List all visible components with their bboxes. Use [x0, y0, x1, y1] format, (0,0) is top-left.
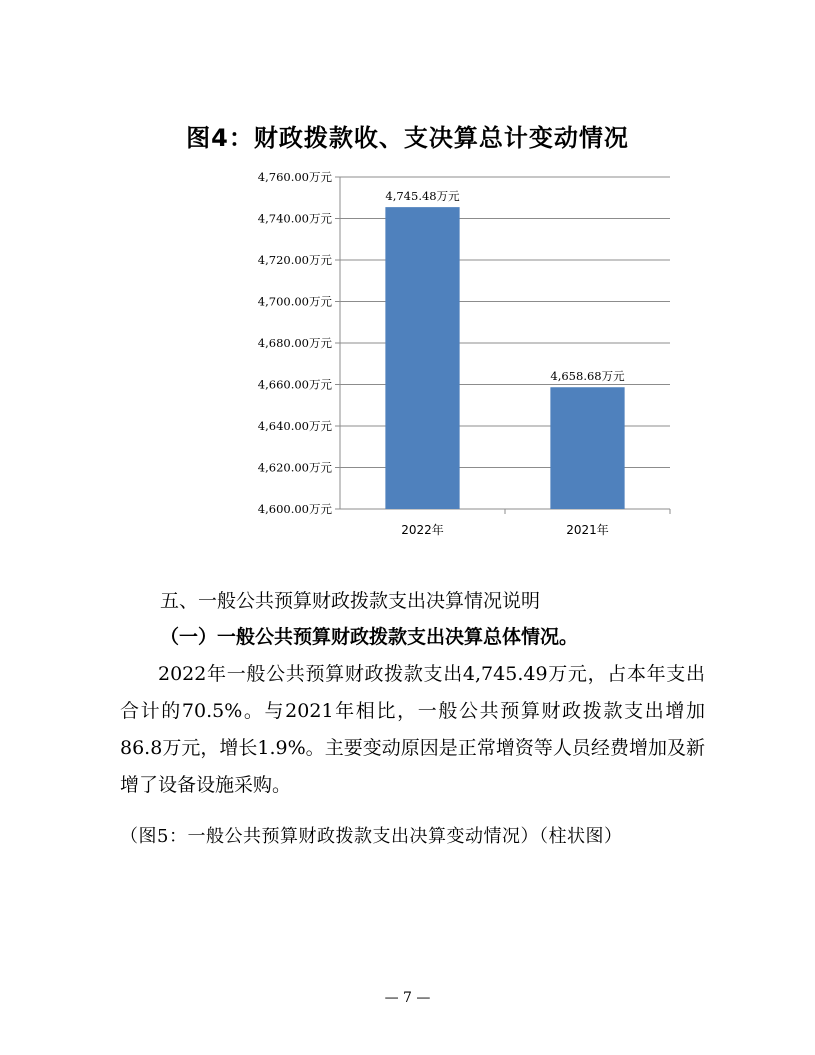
x-tick-label: 2022年 — [401, 523, 444, 537]
figure-caption: （图5：一般公共预算财政拨款支出决算变动情况）（柱状图） — [120, 826, 623, 847]
section-heading: 五、一般公共预算财政拨款支出决算情况说明 — [160, 590, 541, 612]
y-tick-label: 4,640.00万元 — [257, 419, 332, 433]
y-tick-label: 4,700.00万元 — [257, 294, 332, 309]
y-tick-label: 4,740.00万元 — [257, 211, 332, 226]
y-tick-label: 4,600.00万元 — [257, 502, 332, 516]
chart-title: 图4：财政拨款收、支决算总计变动情况 — [186, 124, 629, 152]
subsection-heading: （一）一般公共预算财政拨款支出决算总体情况。 — [160, 626, 579, 648]
bar — [550, 387, 624, 509]
body-paragraph: 2022年一般公共预算财政拨款支出4,745.49万元，占本年支出合计的70.5%。与2021年相比，一般公共预算财政拨款支出增加86.8万元，增长1.9%。主要变动原因是正常增资等人员经费增加及新增了设备设施采购。 — [120, 663, 705, 796]
y-tick-label: 4,660.00万元 — [257, 377, 332, 392]
data-label: 4,745.48万元 — [385, 189, 460, 204]
y-tick-label: 4,680.00万元 — [257, 336, 332, 350]
page-number: — 7 — — [384, 990, 431, 1006]
y-tick-label: 4,720.00万元 — [257, 253, 332, 267]
y-tick-label: 4,760.00万元 — [257, 170, 332, 184]
data-label: 4,658.68万元 — [550, 369, 625, 384]
y-tick-label: 4,620.00万元 — [257, 460, 332, 475]
bar — [385, 207, 459, 509]
x-tick-label: 2021年 — [566, 523, 609, 537]
